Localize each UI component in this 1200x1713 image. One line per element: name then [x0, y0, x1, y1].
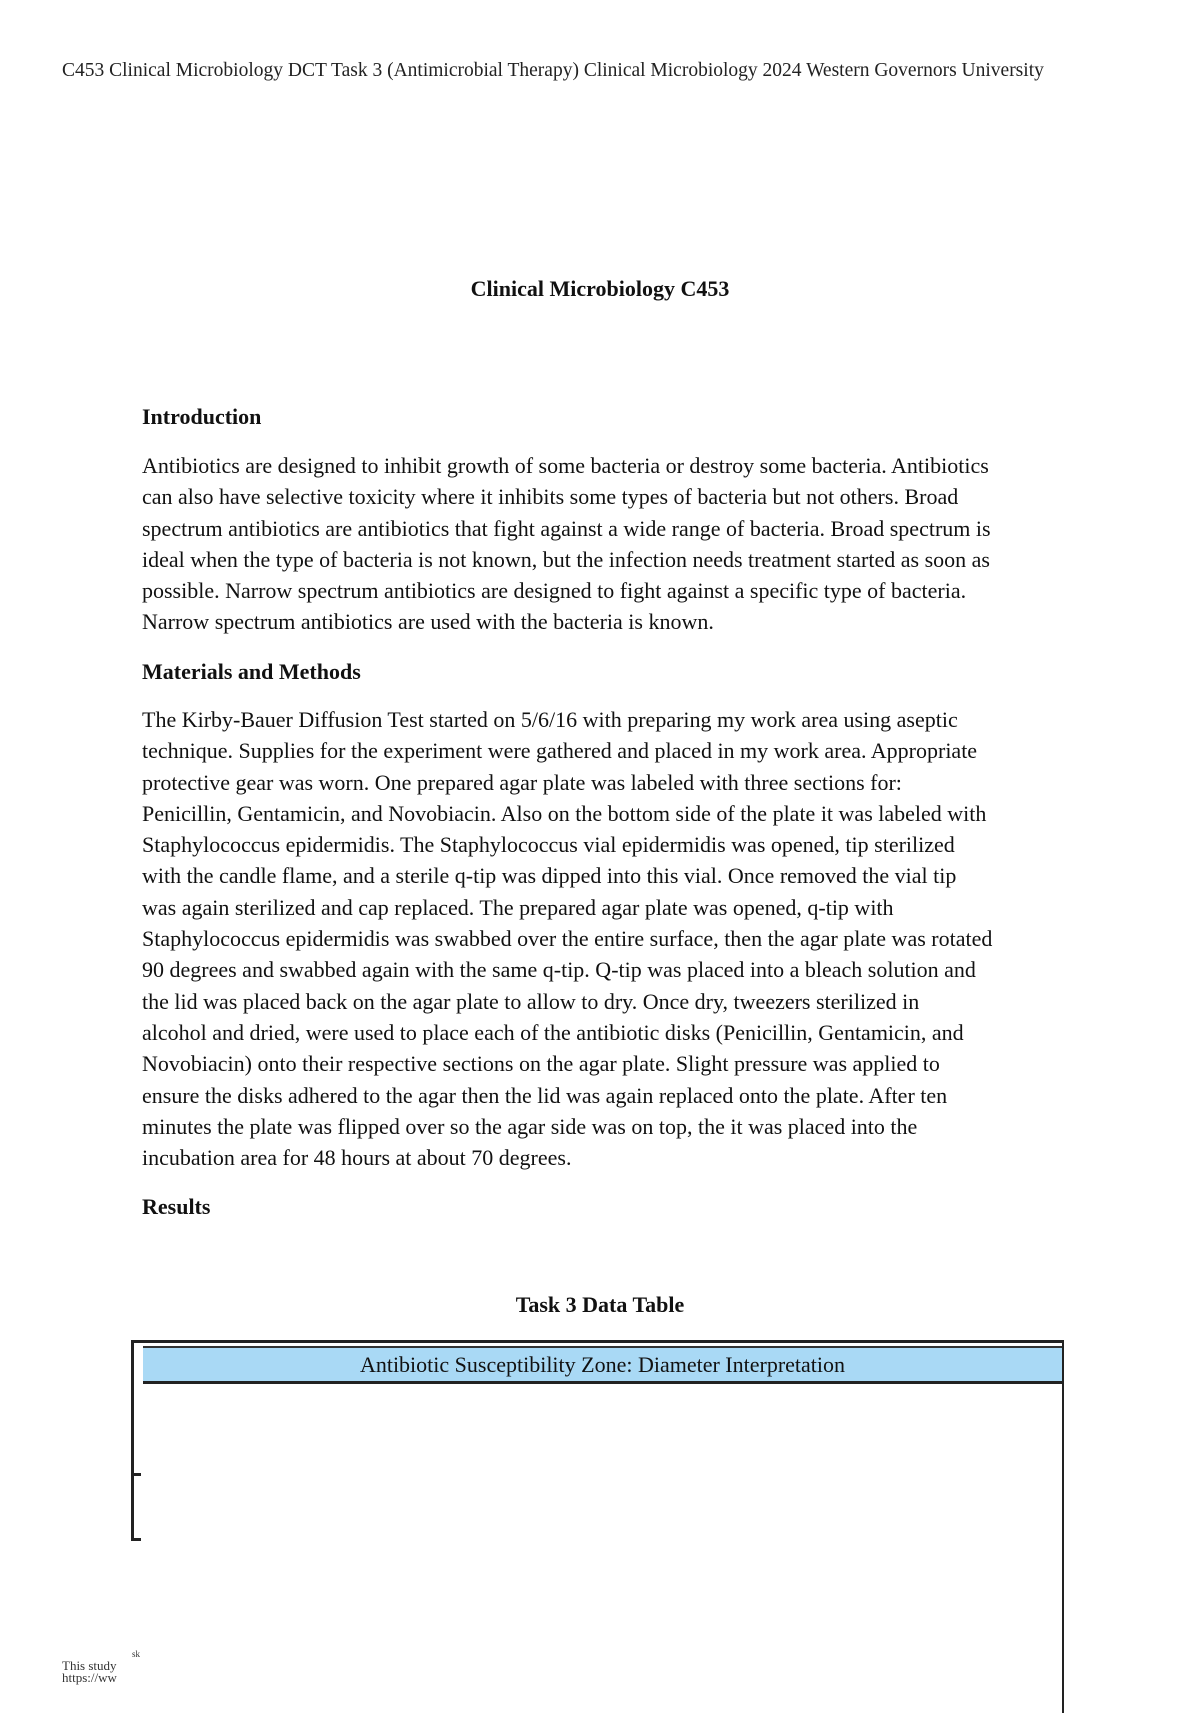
heading-results: Results	[142, 1194, 211, 1219]
paragraph-line: incubation area for 48 hours at about 70 degrees.	[142, 1145, 572, 1171]
footer-mark: sk	[132, 1649, 141, 1659]
document-title: Clinical Microbiology C453	[470, 276, 730, 301]
paragraph-line: alcohol and dried, were used to place each of the antibiotic disks (Penicillin, Gentamicin, and	[142, 1019, 964, 1045]
running-header: C453 Clinical Microbiology DCT Task 3 (Antimicrobial Therapy) Clinical Microbiology 2024 Western Governors University	[62, 60, 1044, 81]
footer-line1: This study	[62, 1658, 117, 1673]
paragraph-line: was again sterilized and cap replaced. The prepared agar plate was opened, q-tip with	[142, 894, 894, 920]
paragraph-line: Narrow spectrum antibiotics are used with the bacteria is known.	[142, 609, 714, 635]
paragraph-line: minutes the plate was flipped over so the agar side was on top, the it was placed into the	[142, 1113, 918, 1139]
paragraph-line: the lid was placed back on the agar plate to allow to dry. Once dry, tweezers sterilized in	[142, 988, 920, 1014]
paragraph-line: The Kirby-Bauer Diffusion Test started on 5/6/16 with preparing my work area using aseptic	[142, 707, 958, 732]
paragraph-line: Penicillin, Gentamicin, and Novobiacin. Also on the bottom side of the plate it was labeled with	[142, 800, 987, 826]
heading-materials-methods: Materials and Methods	[142, 659, 361, 684]
table-row-divider	[131, 1538, 141, 1541]
paragraph-materials-methods	[142, 704, 992, 1173]
table-header: Antibiotic Susceptibility Zone: Diameter Interpretation	[143, 1346, 1062, 1384]
paragraph-introduction	[142, 450, 991, 638]
heading-introduction: Introduction	[142, 404, 262, 429]
paragraph-line: Staphylococcus epidermidis was swabbed over the entire surface, then the agar plate was rotated	[142, 926, 993, 952]
paragraph-line: ideal when the type of bacteria is not known, but the infection needs treatment started as soon as	[142, 546, 990, 572]
paragraph-line: ensure the disks adhered to the agar then the lid was again replaced onto the plate. After ten	[142, 1082, 948, 1108]
footer	[62, 1649, 141, 1685]
paragraph-line: 90 degrees and swabbed again with the same q-tip. Q-tip was placed into a bleach solution and	[142, 957, 976, 983]
paragraph-line: with the candle flame, and a sterile q-tip was dipped into this vial. Once removed the vial tip	[142, 863, 957, 889]
paragraph-line: possible. Narrow spectrum antibiotics are designed to fight against a specific type of bacteria.	[142, 578, 967, 604]
table-row-divider	[131, 1473, 141, 1476]
paragraph-line: Antibiotics are designed to inhibit growth of some bacteria or destroy some bacteria. Antibiotics	[142, 453, 989, 478]
paragraph-line: technique. Supplies for the experiment were gathered and placed in my work area. Appropriate	[142, 738, 978, 764]
paragraph-line: Novobiacin) onto their respective sections on the agar plate. Slight pressure was applied to	[142, 1051, 940, 1077]
paragraph-line: Staphylococcus epidermidis. The Staphylococcus vial epidermidis was opened, tip sterilized	[142, 832, 955, 858]
data-table	[131, 1340, 1064, 1713]
paragraph-line: can also have selective toxicity where it inhibits some types of bacteria but not others. Broad	[142, 484, 959, 510]
table-title: Task 3 Data Table	[515, 1292, 685, 1317]
paragraph-line: spectrum antibiotics are antibiotics that fight against a wide range of bacteria. Broad spectrum is	[142, 515, 991, 541]
paragraph-line: protective gear was worn. One prepared agar plate was labeled with three sections for:	[142, 769, 902, 795]
footer-link[interactable]: https://ww	[62, 1670, 117, 1685]
